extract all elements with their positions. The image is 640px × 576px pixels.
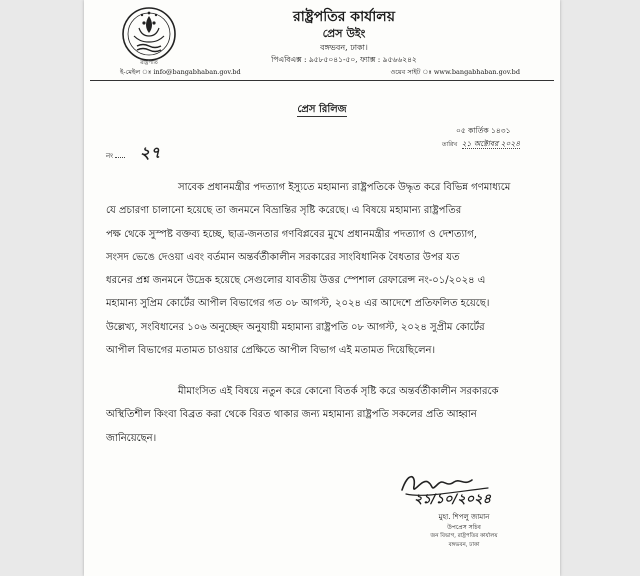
press-release-sheet [84, 0, 560, 576]
letterhead [234, 8, 454, 66]
paragraph-line: উল্লেখ্য, সংবিধানের ১০৬ অনুচ্ছেদ অনুযায়ী মহামান্য রাষ্ট্রপতি ০৮ আগস্ট, ২০২৪ সুপ্রীম কোর্টের [106, 321, 485, 333]
paragraph-line: সাবেক প্রধানমন্ত্রীর পদত্যাগ ইস্যুতে মহামান্য রাষ্ট্রপতিকে উদ্ধৃত করে বিভিন্ন গণমাধ্যমে [178, 182, 511, 193]
reference-dots [115, 157, 125, 158]
press-release-title: প্রেস রিলিজ [297, 104, 347, 115]
bangla-date: ০৫ কার্তিক ১৪৩১ [456, 126, 511, 135]
paragraph-line: আপীল বিভাগের মতামত চাওয়ার প্রেক্ষিতে আপীল বিভাগ এই মতামত দিয়েছিলেন। [106, 345, 436, 357]
document-heading [84, 102, 560, 119]
office-name: রাষ্ট্রপতির কার্যালয় [293, 9, 395, 25]
contact-line [120, 67, 550, 78]
email-text: ই-মেইল ঃ info@bangabhaban.gov.bd [120, 68, 241, 76]
phone-fax: পিএবিএক্স : ৯৫৮৫০৪১-৫০, ফ্যাক্স : ৯৫৬৬২৪২ [271, 55, 417, 64]
paragraph-line: পক্ষ থেকে সুস্পষ্ট বক্তব্য হচ্ছে, ছাত্র-জনতার গণবিপ্লবের মুখে প্রধানমন্ত্রীর পদত্যাগ ও দেশত্যাগ, [106, 228, 478, 240]
paragraph-line: জানিয়েছেন। [106, 432, 157, 444]
wing-name: প্রেস উইং [322, 27, 366, 40]
date-value: ২১ অক্টোবর ২০২৪ [461, 139, 521, 148]
signatory-department: জন বিভাগ, রাষ্ট্রপতির কার্যালয় [430, 533, 498, 539]
paragraph-2 [106, 380, 546, 450]
signatory-designation: উপপ্রেস সচিব [447, 524, 481, 531]
signatory-name: মুহা. শিপলু জামান [438, 513, 490, 521]
reference-number [106, 140, 160, 167]
header-divider [90, 80, 554, 81]
website-text: ওয়েব সাইট ঃ www.bangabhaban.gov.bd [390, 68, 520, 76]
paragraph-line: যে প্রচারণা চালানো হয়েছে তা জনমনে বিভ্রান্তির সৃষ্টি করেছে। এ বিষয়ে মহামান্য রাষ্ট্রপতির [106, 205, 462, 217]
signatory-place: বঙ্গভবন, ঢাকা [448, 542, 480, 548]
national-emblem-icon [120, 6, 178, 62]
gregorian-date [442, 139, 520, 151]
paragraph-line: অস্থিতিশীল কিংবা বিব্রত করা থেকে বিরত থাকার জন্য মহামান্য রাষ্ট্রপতি সকলের প্রতি আহ্বান [106, 409, 477, 421]
paragraph-line: ধরনের প্রশ্ন জনমনে উদ্রেক হয়েছে সেগুলোর যাবতীয় উত্তর স্পেশাল রেফারেন্স নং-০১/২০২৪ এ [106, 275, 486, 287]
paragraph-line: মীমাংসিত এই বিষয়ে নতুন করে কোনো বিতর্ক সৃষ্টি করে অন্তর্বর্তীকালীন সরকারকে [178, 386, 499, 397]
reference-prefix: নং [106, 152, 114, 160]
paragraph-line: মহামান্য সুপ্রিম কোর্টের আপীল বিভাগের গত ০৮ আগস্ট, ২০২৪ এর আদেশে প্রতিফলিত হয়েছে। [106, 298, 490, 310]
date-label: তারিখ [442, 141, 458, 148]
signatory-block [404, 512, 524, 550]
reference-value: ২৭ [139, 143, 161, 162]
signature-date: ২১/১০/২০২৪ [414, 492, 492, 507]
office-address: বঙ্গভবন, ঢাকা। [320, 43, 368, 52]
paragraph-1 [106, 176, 546, 362]
paragraph-line: সংসদ ভেঙে দেওয়া এবং বর্তমান অন্তর্বর্তীকালীন সরকারের সাংবিধানিক বৈধতার উপর যত [106, 251, 460, 263]
emblem-caption: রাষ্ট্রপতি [140, 60, 158, 66]
